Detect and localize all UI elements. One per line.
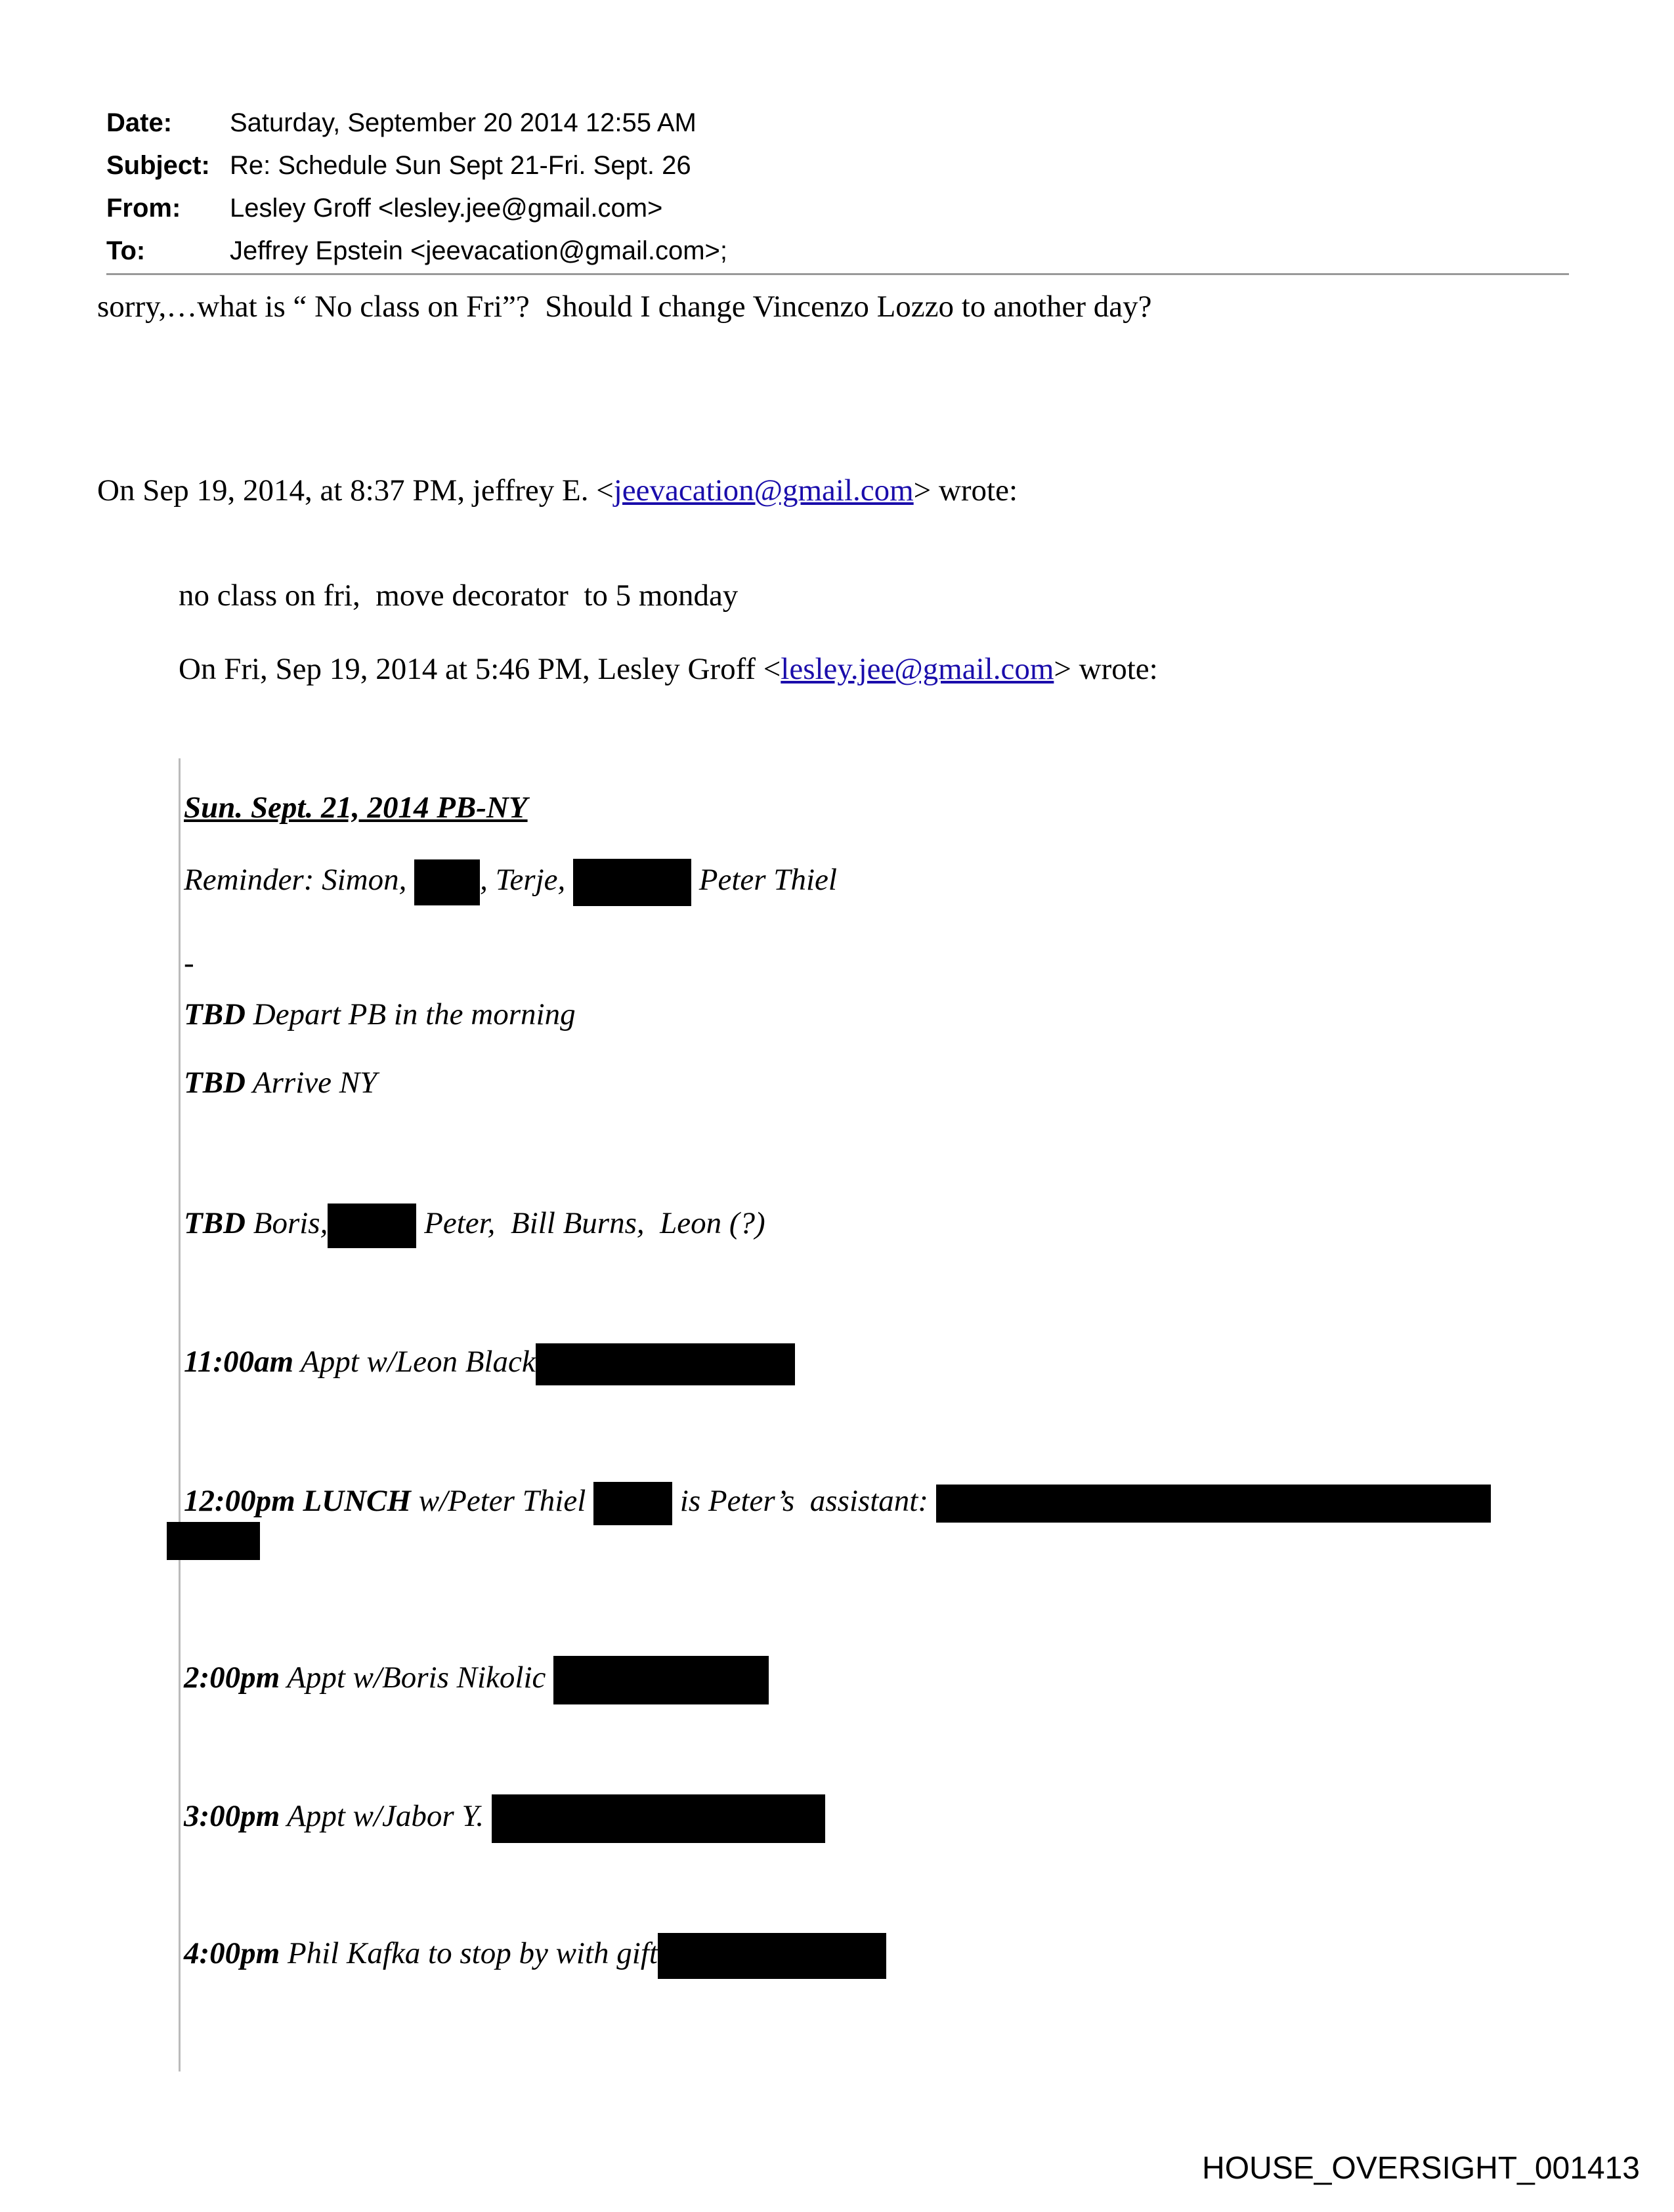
schedule-item: [184, 1656, 769, 1704]
reminder-line: [184, 859, 837, 906]
bates-number: HOUSE_OVERSIGHT_001413: [1202, 2151, 1640, 2186]
schedule-item: [184, 1204, 765, 1248]
schedule-text: w/Peter Thiel: [410, 1483, 594, 1518]
reply-text-2: no class on fri, move decorator to 5 monday: [179, 578, 739, 613]
from-label: From:: [106, 194, 181, 223]
schedule-text: Appt w/Jabor Y.: [280, 1798, 492, 1833]
email-link-jeevacation[interactable]: jeevacation@gmail.com: [613, 473, 914, 508]
redaction-block: [573, 859, 691, 906]
redaction-block: [167, 1522, 260, 1560]
from-row: [106, 187, 1569, 230]
schedule-time: 2:00pm: [184, 1660, 280, 1695]
schedule-item: [184, 1482, 1491, 1525]
email-header: [106, 102, 1569, 272]
schedule-text: Arrive NY: [246, 1066, 377, 1100]
redaction-block: [658, 1933, 886, 1979]
subject-row: [106, 144, 1569, 187]
dash-line: -: [184, 946, 194, 980]
redaction-block: [414, 859, 480, 905]
schedule-text: Appt w/Boris Nikolic: [280, 1660, 554, 1695]
to-value: Jeffrey Epstein <jeevacation@gmail.com>;: [230, 236, 728, 265]
schedule-text-after: is Peter’s assistant:: [672, 1483, 936, 1518]
schedule-text: Appt w/Leon Black: [293, 1344, 536, 1379]
quote-1-prefix: On Sep 19, 2014, at 8:37 PM, jeffrey E. <: [97, 473, 614, 508]
reply-text: sorry,…what is “ No class on Fri”? Should I change Vincenzo Lozzo to another day?: [97, 290, 1152, 324]
date-label: Date:: [106, 108, 173, 137]
schedule-day-heading: Sun. Sept. 21, 2014 PB-NY: [184, 791, 528, 825]
redaction-block: [593, 1482, 672, 1525]
header-divider: [106, 273, 1569, 275]
schedule-item: [184, 997, 576, 1032]
schedule-time: 3:00pm: [184, 1798, 280, 1833]
from-value: Lesley Groff <lesley.jee@gmail.com>: [230, 194, 663, 223]
schedule-time: 4:00pm: [184, 1936, 280, 1970]
date-value: Saturday, September 20 2014 12:55 AM: [230, 108, 697, 137]
quote-attribution-1: [97, 473, 1018, 508]
to-row: [106, 230, 1569, 272]
quote-2-suffix: > wrote:: [1054, 652, 1158, 686]
redaction-block: [553, 1656, 769, 1704]
date-row: [106, 102, 1569, 144]
reminder-a: Reminder: Simon,: [184, 862, 415, 897]
subject-value: Re: Schedule Sun Sept 21-Fri. Sept. 26: [230, 151, 691, 180]
schedule-time: TBD: [184, 1205, 246, 1240]
quote-1-suffix: > wrote:: [913, 473, 1018, 508]
schedule-item: [184, 1794, 825, 1843]
schedule-item: [184, 1933, 886, 1979]
quote-attribution-2: [179, 651, 1158, 687]
reminder-b: , Terje,: [480, 862, 574, 897]
redaction-block: [492, 1794, 825, 1843]
schedule-text: Phil Kafka to stop by with gift: [280, 1936, 658, 1970]
redaction-block: [536, 1343, 795, 1385]
reminder-c: Peter Thiel: [691, 862, 837, 897]
schedule-time: 11:00am: [184, 1344, 294, 1379]
schedule-text-after: Peter, Bill Burns, Leon (?): [416, 1205, 765, 1240]
schedule-item: [184, 1065, 377, 1100]
email-link-lesley[interactable]: lesley.jee@gmail.com: [781, 652, 1054, 686]
subject-label: Subject:: [106, 151, 210, 180]
schedule-text: Depart PB in the morning: [246, 997, 576, 1031]
to-label: To:: [106, 236, 146, 265]
redaction-block: [328, 1204, 416, 1248]
redaction-block: [936, 1485, 1491, 1523]
schedule-time: TBD: [184, 1066, 246, 1100]
quote-bar: [179, 758, 181, 2071]
schedule-text: Boris,: [246, 1205, 328, 1240]
schedule-time: 12:00pm LUNCH: [184, 1483, 411, 1518]
schedule-item: [184, 1343, 795, 1385]
quote-2-prefix: On Fri, Sep 19, 2014 at 5:46 PM, Lesley Groff <: [179, 652, 781, 686]
schedule-time: TBD: [184, 997, 246, 1031]
